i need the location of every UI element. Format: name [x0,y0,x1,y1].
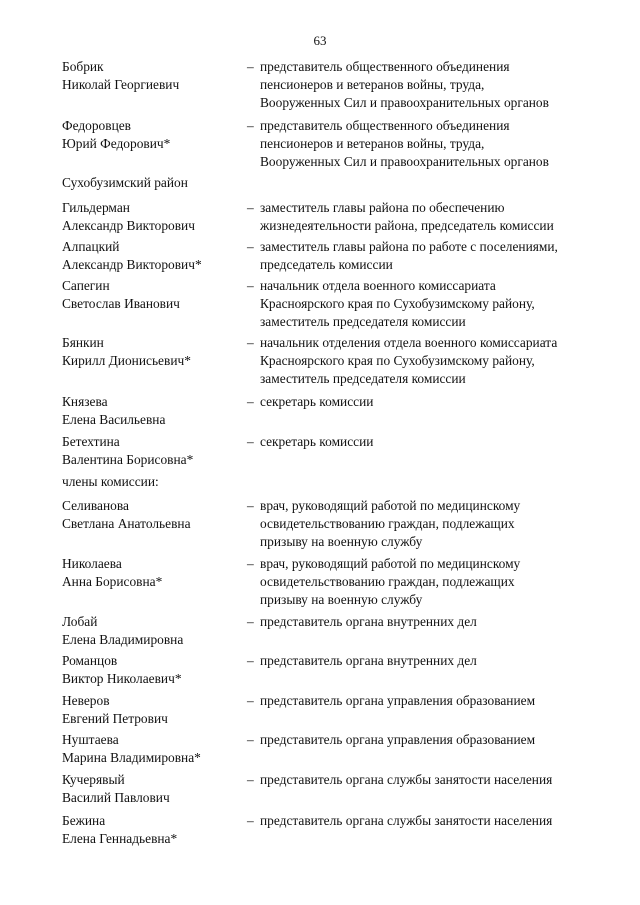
person-name [62,692,247,728]
district-heading: Сухобузимский район [62,175,188,190]
role-line: начальник отделения отдела военного комиссариата [260,335,558,350]
surname: Бежина [62,813,106,828]
given-names: Юрий Федорович* [62,136,171,151]
dash: – [247,394,254,409]
role-line: представитель органа управления образованием [260,732,536,747]
person-name [62,812,247,848]
role-line: представитель общественного объединения [260,118,510,133]
role-line: призыву на военную службу [260,592,423,607]
role-line: Красноярского края по Сухобузимскому району, [260,353,535,368]
given-names: Валентина Борисовна* [62,452,194,467]
given-names: Василий Павлович [62,790,170,805]
role-line: начальник отдела военного комиссариата [260,278,496,293]
role-line: заместитель главы района по работе с поселениями, [260,239,558,254]
surname: Федоровцев [62,118,131,133]
role-line: врач, руководящий работой по медицинскому [260,556,521,571]
dash: – [247,498,254,513]
person-name [62,433,247,469]
role-line: Вооруженных Сил и правоохранительных органов [260,95,549,110]
person-name [62,497,247,533]
surname: Неверов [62,693,110,708]
role-line: представитель органа внутренних дел [260,614,477,629]
given-names: Марина Владимировна* [62,750,201,765]
role-line: представитель органа службы занятости населения [260,813,553,828]
given-names: Александр Викторович* [62,257,202,272]
role-line: освидетельствованию граждан, подлежащих [260,574,515,589]
dash: – [247,772,254,787]
role-line: пенсионеров и ветеранов войны, труда, [260,136,485,151]
person-name [62,58,247,94]
given-names: Елена Геннадьевна* [62,831,178,846]
dash: – [247,239,254,254]
person-name [62,117,247,153]
surname: Князева [62,394,108,409]
dash: – [247,118,254,133]
dash: – [247,653,254,668]
surname: Нуштаева [62,732,119,747]
dash: – [247,693,254,708]
dash: – [247,434,254,449]
surname: Селиванова [62,498,129,513]
given-names: Елена Васильевна [62,412,166,427]
person-name [62,199,247,235]
person-name [62,393,247,429]
given-names: Елена Владимировна [62,632,184,647]
role-line: председатель комиссии [260,257,393,272]
role-line: представитель органа управления образованием [260,693,536,708]
surname: Лобай [62,614,98,629]
role-line: представитель общественного объединения [260,59,510,74]
surname: Николаева [62,556,122,571]
dash: – [247,614,254,629]
given-names: Кирилл Дионисьевич* [62,353,191,368]
role-line: заместитель председателя комиссии [260,371,466,386]
surname: Бянкин [62,335,104,350]
members-heading: члены комиссии: [62,474,159,489]
person-name [62,731,247,767]
page-number: 63 [313,33,327,48]
surname: Бетехтина [62,434,120,449]
given-names: Светослав Иванович [62,296,180,311]
dash: – [247,200,254,215]
role-line: представитель органа внутренних дел [260,653,477,668]
person-name [62,613,247,649]
role-line: представитель органа службы занятости населения [260,772,553,787]
role-line: секретарь комиссии [260,434,374,449]
surname: Алпацкий [62,239,120,254]
dash: – [247,732,254,747]
surname: Гильдерман [62,200,130,215]
person-name [62,652,247,688]
surname: Романцов [62,653,118,668]
role-line: освидетельствованию граждан, подлежащих [260,516,515,531]
dash: – [247,278,254,293]
dash: – [247,59,254,74]
dash: – [247,556,254,571]
person-name [62,555,247,591]
person-name [62,771,247,807]
dash: – [247,335,254,350]
role-line: призыву на военную службу [260,534,423,549]
role-line: заместитель главы района по обеспечению [260,200,505,215]
given-names: Александр Викторович [62,218,195,233]
role-line: Вооруженных Сил и правоохранительных органов [260,154,549,169]
given-names: Анна Борисовна* [62,574,163,589]
surname: Кучерявый [62,772,125,787]
role-line: заместитель председателя комиссии [260,314,466,329]
person-name [62,334,247,370]
role-line: секретарь комиссии [260,394,374,409]
role-line: Красноярского края по Сухобузимскому району, [260,296,535,311]
surname: Бобрик [62,59,104,74]
person-name [62,238,247,274]
given-names: Светлана Анатольевна [62,516,191,531]
given-names: Виктор Николаевич* [62,671,182,686]
person-name [62,277,247,313]
role-line: жизнедеятельности района, председатель комиссии [260,218,554,233]
role-line: пенсионеров и ветеранов войны, труда, [260,77,485,92]
given-names: Евгений Петрович [62,711,168,726]
role-line: врач, руководящий работой по медицинскому [260,498,521,513]
dash: – [247,813,254,828]
surname: Сапегин [62,278,110,293]
given-names: Николай Георгиевич [62,77,180,92]
